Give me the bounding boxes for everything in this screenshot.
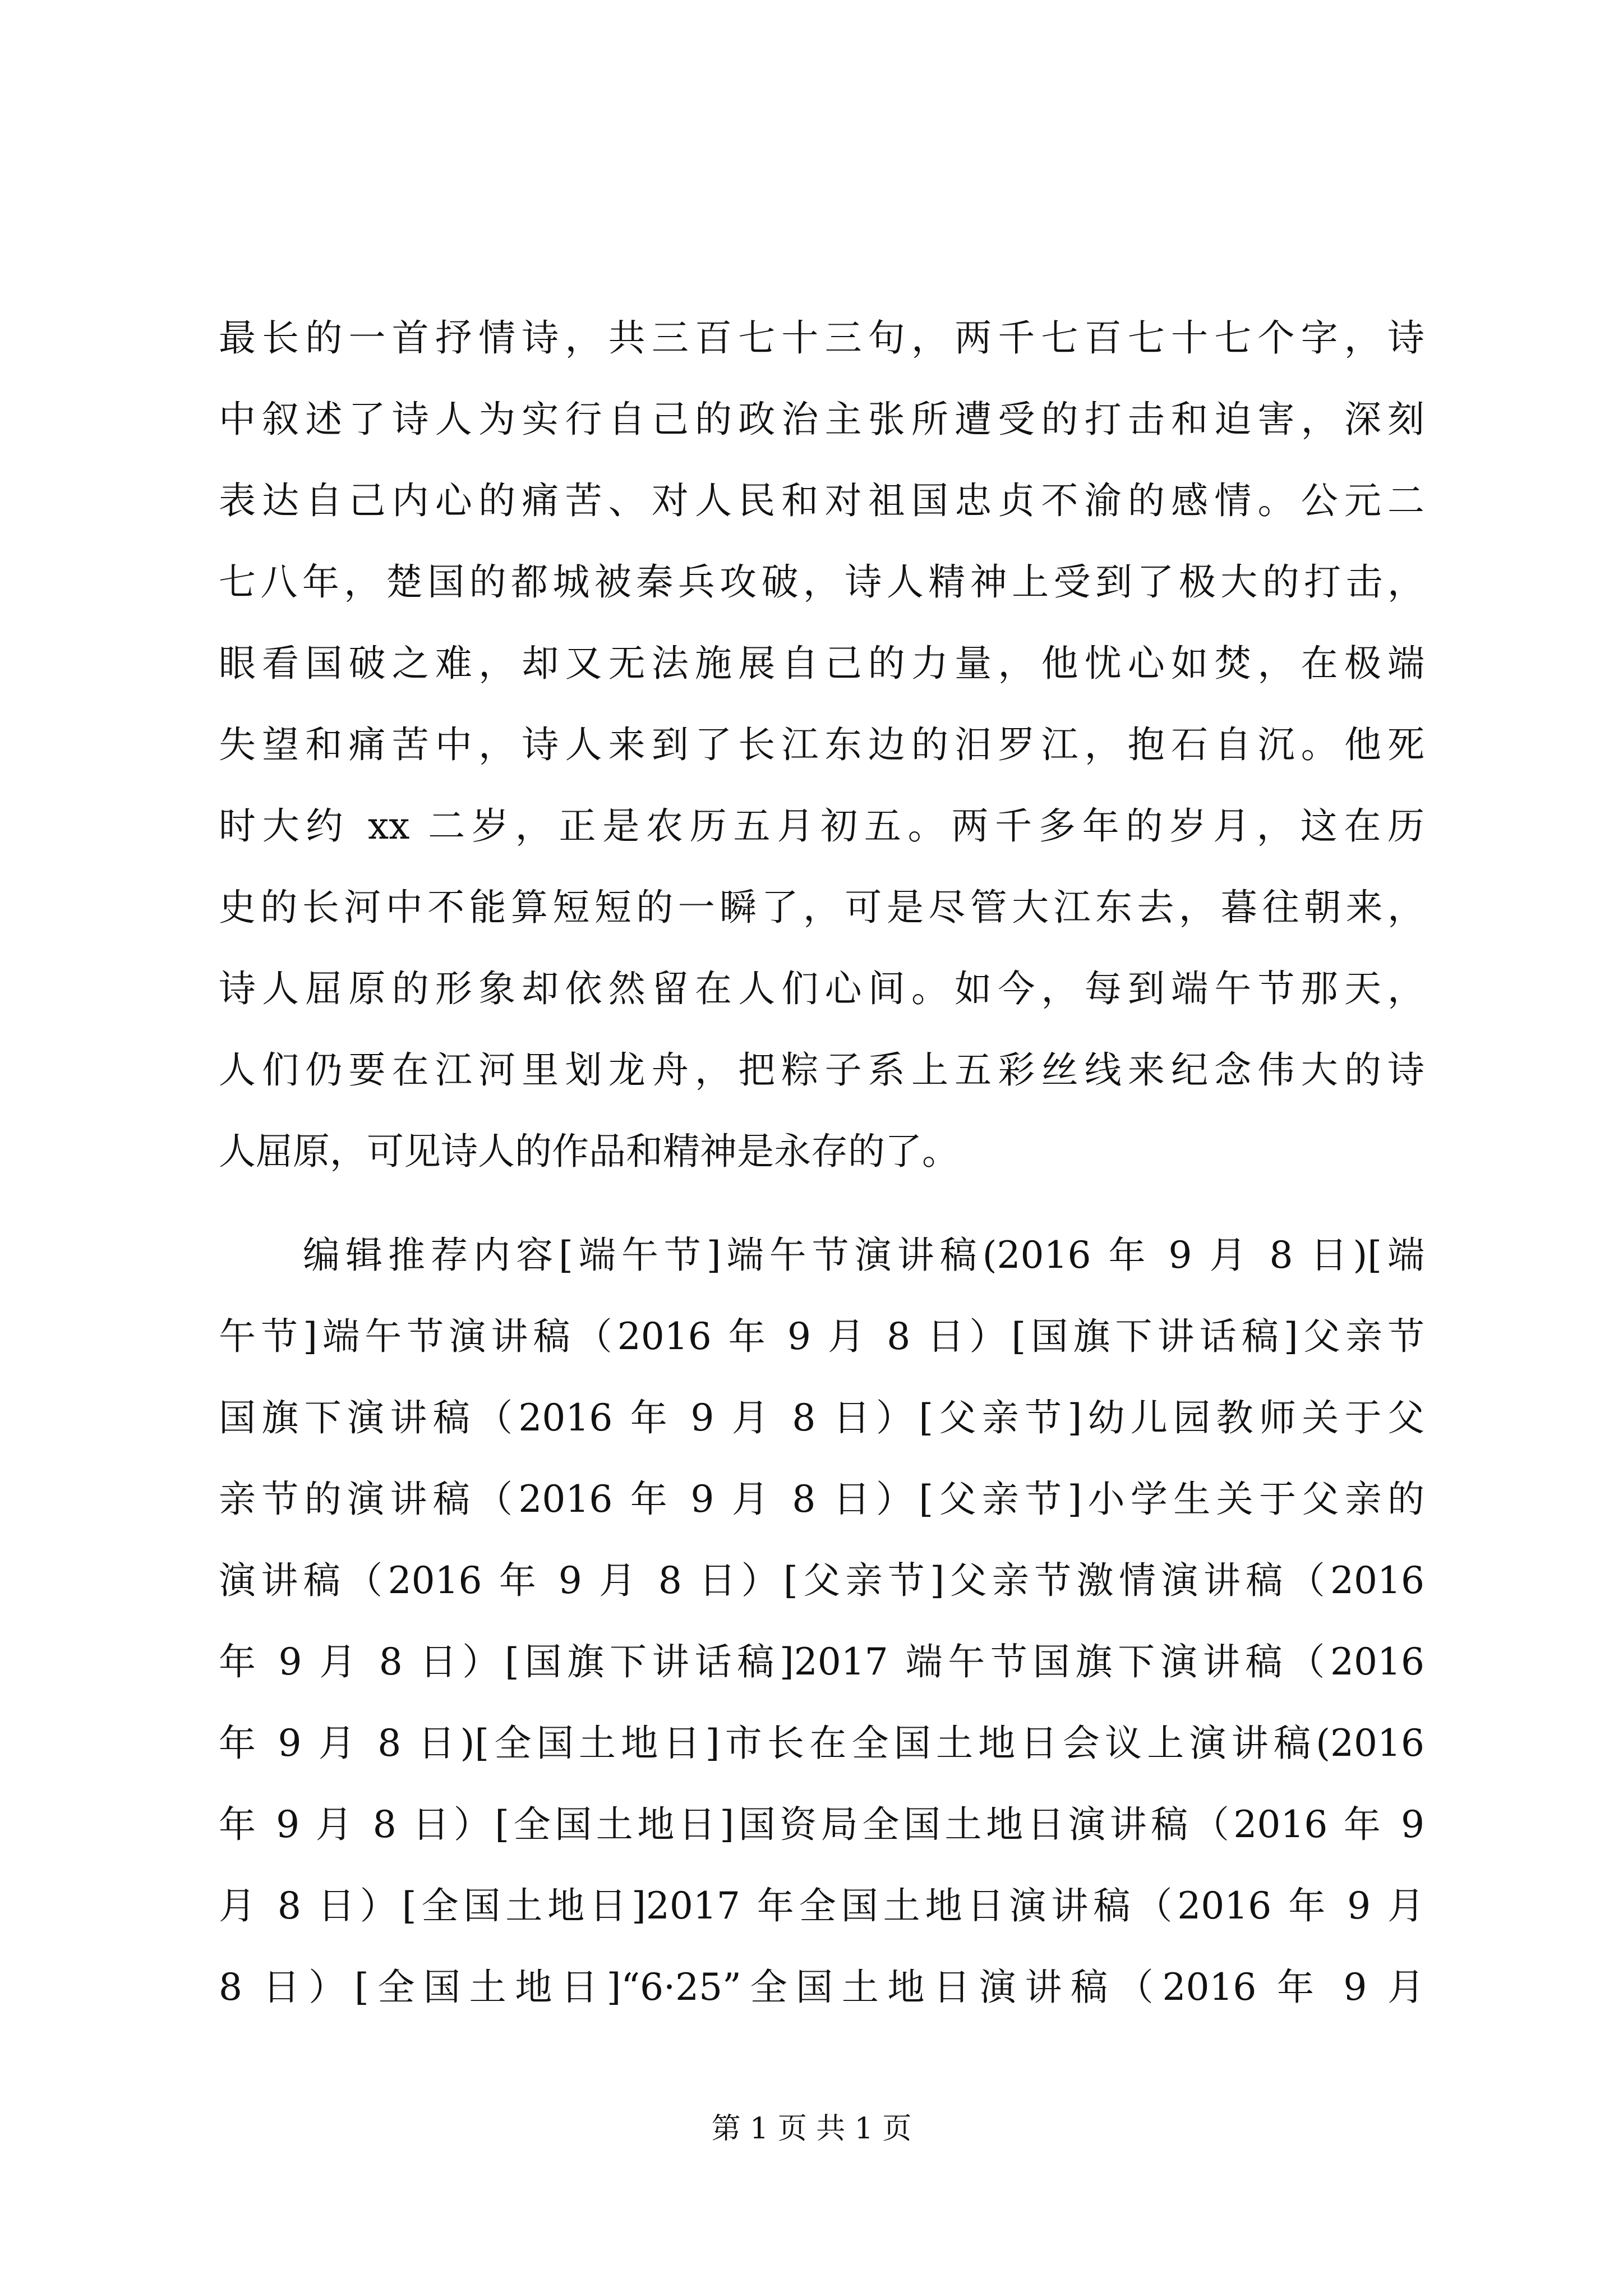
text-line: 最长的一首抒情诗，共三百七十三句，两千七百七十七个字，诗 — [219, 316, 1424, 360]
text-line: 年 9 月 8 日)[全国土地日]市长在全国土地日会议上演讲稿(2016 — [219, 1722, 1424, 1765]
text-line: 年 9 月 8 日）[全国土地日]国资局全国土地日演讲稿（2016 年 9 — [219, 1803, 1424, 1846]
text-line: 月 8 日）[全国土地日]2017 年全国土地日演讲稿（2016 年 9 月 — [219, 1884, 1424, 1927]
text-line: 人们仍要在江河里划龙舟，把粽子系上五彩丝线来纪念伟大的诗 — [219, 1048, 1424, 1092]
text-line: 演讲稿（2016 年 9 月 8 日）[父亲节]父亲节激情演讲稿（2016 — [219, 1559, 1424, 1602]
text-line: 国旗下演讲稿（2016 年 9 月 8 日）[父亲节]幼儿园教师关于父 — [219, 1396, 1424, 1439]
body-paragraph-1 — [219, 297, 1424, 1192]
text-line: 8 日）[全国土地日]“6·25”全国土地日演讲稿（2016 年 9 月 — [219, 1966, 1424, 2009]
text-line: 失望和痛苦中，诗人来到了长江东边的汨罗江，抱石自沉。他死 — [219, 723, 1424, 766]
text-line: 眼看国破之难，却又无法施展自己的力量，他忧心如焚，在极端 — [219, 642, 1424, 685]
text-line: 编辑推荐内容[端午节]端午节演讲稿(2016 年 9 月 8 日)[端 — [303, 1234, 1424, 1277]
text-line: 史的长河中不能算短短的一瞬了，可是尽管大江东去，暮往朝来， — [219, 886, 1424, 929]
text-line: 人屈原，可见诗人的作品和精神是永存的了。 — [219, 1130, 959, 1173]
text-line: 七八年，楚国的都城被秦兵攻破，诗人精神上受到了极大的打击， — [219, 560, 1424, 604]
text-line: 中叙述了诗人为实行自己的政治主张所遭受的打击和迫害，深刻 — [219, 398, 1424, 441]
text-line: 年 9 月 8 日）[国旗下讲话稿]2017 端午节国旗下演讲稿（2016 — [219, 1640, 1424, 1683]
page-footer: 第 1 页 共 1 页 — [711, 2112, 912, 2146]
text-line: 表达自己内心的痛苦、对人民和对祖国忠贞不渝的感情。公元二 — [219, 479, 1424, 522]
text-line: 诗人屈原的形象却依然留在人们心间。如今，每到端午节那天， — [219, 967, 1424, 1010]
text-line: 亲节的演讲稿（2016 年 9 月 8 日）[父亲节]小学生关于父亲的 — [219, 1478, 1424, 1521]
body-paragraph-2 — [219, 1214, 1424, 2028]
text-line: 午节]端午节演讲稿（2016 年 9 月 8 日）[国旗下讲话稿]父亲节 — [219, 1315, 1424, 1358]
text-line: 时大约 xx 二岁，正是农历五月初五。两千多年的岁月，这在历 — [219, 804, 1424, 848]
